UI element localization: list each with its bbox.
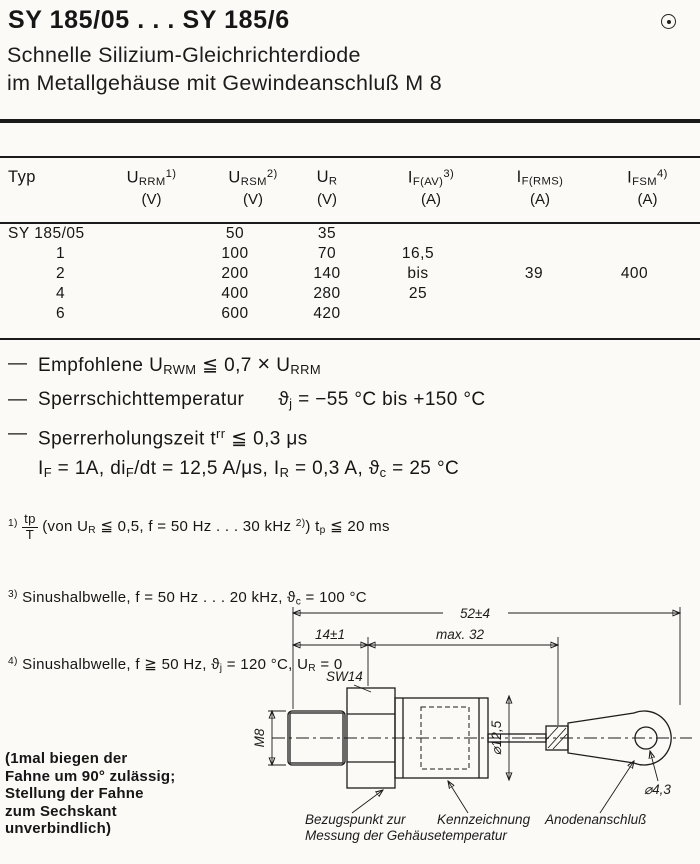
table-row	[0, 304, 700, 324]
unit-urrm: (V)	[141, 191, 162, 209]
table-body	[0, 224, 700, 324]
unit-ifrms: (A)	[530, 191, 550, 209]
table-bottom-divider	[0, 338, 700, 340]
page-subtitle	[7, 41, 442, 97]
label-thread: M8	[252, 728, 267, 748]
table-row	[0, 264, 700, 284]
dim-hole-diameter: ⌀4,3	[644, 782, 671, 797]
flag-bend-note-line: Fahne um 90° zulässig;	[5, 767, 176, 785]
note-junction-temperature	[8, 388, 688, 415]
col-header-urrm: $U_{RRM}^{1)}$	[126, 168, 177, 189]
callout-marking: Kennzeichnung	[437, 812, 531, 827]
cell-u2: 70	[317, 245, 337, 263]
table-row	[0, 224, 700, 244]
cell-ifsm	[582, 304, 687, 324]
cell-u1: 50	[225, 225, 245, 243]
cell-u2: 35	[317, 225, 337, 243]
label-hex-width: SW14	[326, 669, 363, 684]
flag-bend-note	[5, 750, 215, 838]
note-dash: —	[8, 422, 28, 444]
unit-ifsm: (A)	[637, 191, 658, 209]
cell-ifav: 25	[408, 285, 428, 303]
cell-ifsm	[582, 224, 687, 244]
subtitle-line-2: im Metallgehäuse mit Gewindeanschluß M 8	[7, 71, 443, 95]
cell-ifav: 16,5	[401, 245, 435, 263]
dim-body-diameter: ⌀12,5	[489, 720, 504, 756]
flag-bend-note-line: unverbindlich)	[5, 820, 112, 837]
unit-ifav: (A)	[421, 191, 441, 209]
flag-bend-note-line: Stellung der Fahne	[5, 785, 144, 802]
cell-ifsm: 400	[620, 265, 649, 283]
cell-ifrms	[479, 304, 589, 324]
callout-anode-connection: Anodenanschluß	[545, 812, 647, 827]
cell-ifav: bis	[407, 265, 429, 283]
footnote-3: $^{3)}$ Sinushalbwelle, f = 50 Hz . . . 20 kHz, $ϑ_c = 100$ °C	[8, 589, 367, 608]
note-dash: —	[8, 388, 28, 410]
footnote-1: $^{1)}$ $\frac{tp}{T}$ (von $U_R$ ≦ 0,5, f = 50 Hz . . . 30 kHz $^{2)}$) $t_p$ ≦ 20 ms	[8, 511, 390, 542]
table-header-row	[0, 162, 700, 188]
flag-bend-note-line: zum Sechskant	[5, 802, 117, 820]
note-text: Empfohlene $U_{RWM}$ ≦ $0,7 \times U_{RRM}$	[38, 351, 321, 377]
table-row	[0, 244, 700, 264]
ratings-table	[0, 162, 700, 324]
footnote-4: $^{4)}$ Sinushalbwelle, f ≧ 50 Hz, $ϑ_j = 120$ °C, $U_R = 0$	[8, 655, 343, 675]
cell-u1: 100	[221, 245, 249, 263]
cell-ifsm	[582, 244, 687, 264]
dim-overall-length: 52±4	[460, 606, 490, 621]
cell-typ: 1	[56, 245, 66, 263]
cell-ifav	[364, 304, 472, 324]
cell-u1: 600	[221, 305, 249, 323]
note-text: Sperrschichttemperatur $ϑ_j = -55$ °C bis +150 °C	[38, 388, 486, 411]
cell-u1: 200	[221, 265, 249, 283]
cell-ifrms	[479, 224, 589, 244]
cell-u2: 140	[313, 265, 341, 283]
note-urwm	[8, 352, 688, 381]
note-dash: —	[8, 353, 28, 374]
dim-stud-length: 14±1	[315, 627, 345, 642]
cell-ifav	[364, 224, 472, 244]
col-header-ifav: $I_{F(AV)}^{3)}$	[407, 168, 455, 189]
page-title: SY 185/05 . . . SY 185/6	[8, 6, 290, 34]
col-header-ursm: $U_{RSM}^{2)}$	[228, 168, 278, 189]
cell-typ: 6	[56, 305, 66, 323]
cell-u2: 420	[313, 305, 341, 323]
cell-typ: 2	[56, 265, 66, 283]
col-header-ifrms: $I_{F(RMS)}$	[516, 168, 564, 188]
cell-typ: SY 185/05	[8, 225, 85, 243]
col-header-ifsm: $I_{FSM}^{4)}$	[627, 168, 668, 189]
divider-thick	[0, 119, 700, 123]
col-header-ur: $U_R$	[316, 168, 338, 188]
callout-reference-point-line2: Messung der Gehäusetemperatur	[305, 828, 507, 843]
notes-section	[8, 352, 688, 491]
callout-reference-point-line1: Bezugspunkt zur	[305, 812, 406, 827]
col-header-typ: Typ	[8, 168, 36, 186]
cell-ifsm	[582, 284, 687, 304]
note-text: $I_F = 1A$, $di_F/dt = 12,5$ A/μs, $I_R = 0,3$ A, $ϑ_c = 25$ °C	[38, 458, 460, 480]
cell-ifrms	[479, 284, 589, 304]
note-text: Sperrerholungszeit $t^{rr}$ ≦ 0,3 μs	[38, 425, 308, 450]
cell-ifrms: 39	[524, 265, 544, 283]
cell-typ: 4	[56, 285, 66, 303]
table-units-row	[0, 188, 700, 208]
cell-u2: 280	[313, 285, 341, 303]
flag-bend-note-line: (1mal biegen der	[5, 750, 128, 767]
note-recovery-time	[8, 422, 688, 450]
dim-max-body-length: max. 32	[435, 627, 485, 642]
table-row	[0, 284, 700, 304]
cell-u1: 400	[221, 285, 249, 303]
subtitle-line-1: Schnelle Silizium-Gleichrichterdiode	[7, 43, 361, 67]
unit-ursm: (V)	[243, 191, 263, 209]
unit-ur: (V)	[317, 191, 337, 209]
cell-ifrms	[479, 244, 589, 264]
divider-thin	[0, 156, 700, 158]
registration-mark-icon	[661, 14, 676, 29]
